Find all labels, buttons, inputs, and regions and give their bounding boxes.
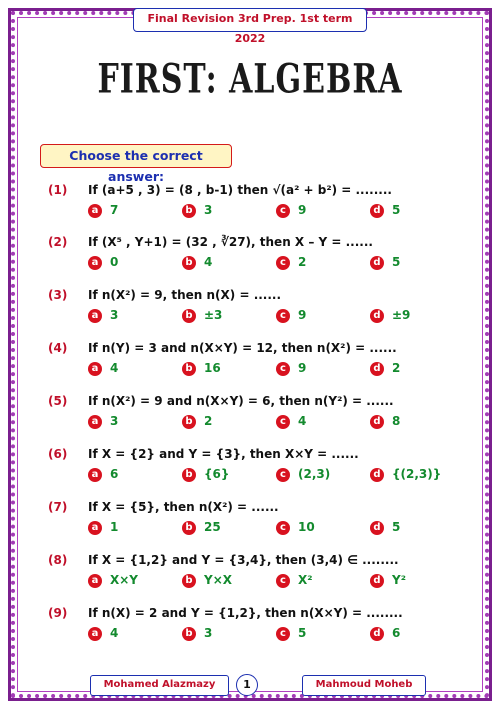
option-value: {(2,3)} — [392, 467, 442, 481]
option-value: X² — [298, 573, 313, 587]
option-value: 0 — [110, 255, 119, 269]
option-letter-badge: b — [182, 204, 196, 218]
page-title: FIRST: ALGEBRA — [97, 55, 403, 104]
option-value: 2 — [298, 255, 307, 269]
question-text: If (X⁵ , Y+1) = (32 , ∛27), then X – Y = ...... — [88, 235, 373, 249]
option-value: 3 — [204, 626, 213, 640]
question-number: (3) — [48, 288, 68, 302]
option-value: 6 — [392, 626, 401, 640]
option-letter-badge: c — [276, 204, 290, 218]
option-letter-badge: d — [370, 309, 384, 323]
option-letter-badge: b — [182, 362, 196, 376]
option-letter-badge: b — [182, 574, 196, 588]
answer-option[interactable] — [182, 626, 212, 641]
question-text: If X = {5}, then n(X²) = ...... — [88, 500, 279, 514]
option-letter-badge: b — [182, 521, 196, 535]
option-value: 2 — [392, 361, 401, 375]
option-value: 9 — [298, 203, 307, 217]
option-letter-badge: d — [370, 521, 384, 535]
option-value: 4 — [204, 255, 213, 269]
option-letter-badge: d — [370, 574, 384, 588]
option-value: 6 — [110, 467, 119, 481]
question-number: (6) — [48, 447, 68, 461]
answer-option[interactable] — [182, 573, 232, 588]
option-value: 5 — [392, 520, 401, 534]
option-letter-badge: b — [182, 468, 196, 482]
option-letter-badge: c — [276, 256, 290, 270]
option-letter-badge: d — [370, 204, 384, 218]
option-letter-badge: c — [276, 468, 290, 482]
option-value: 10 — [298, 520, 315, 534]
option-letter-badge: a — [88, 204, 102, 218]
answer-option[interactable] — [88, 308, 118, 323]
option-letter-badge: b — [182, 415, 196, 429]
answer-option[interactable] — [88, 467, 118, 482]
option-letter-badge: a — [88, 574, 102, 588]
answer-option[interactable] — [276, 255, 306, 270]
question-text: If n(X) = 2 and Y = {1,2}, then n(X×Y) = ........ — [88, 606, 403, 620]
question-number: (9) — [48, 606, 68, 620]
header-banner: Final Revision 3rd Prep. 1st term 2022 — [133, 8, 367, 32]
option-letter-badge: b — [182, 309, 196, 323]
option-letter-badge: a — [88, 468, 102, 482]
footer-author-left: Mohamed Alazmazy — [90, 675, 229, 696]
option-value: Y² — [392, 573, 406, 587]
option-letter-badge: d — [370, 415, 384, 429]
option-value: 4 — [110, 626, 119, 640]
option-letter-badge: a — [88, 627, 102, 641]
question-text: If n(Y) = 3 and n(X×Y) = 12, then n(X²) = ...... — [88, 341, 397, 355]
option-value: {6} — [204, 467, 230, 481]
answer-option[interactable] — [88, 203, 118, 218]
option-letter-badge: d — [370, 362, 384, 376]
question-number: (7) — [48, 500, 68, 514]
option-letter-badge: c — [276, 309, 290, 323]
answer-option[interactable] — [88, 414, 118, 429]
option-letter-badge: a — [88, 415, 102, 429]
answer-option[interactable] — [182, 467, 229, 482]
option-letter-badge: d — [370, 256, 384, 270]
option-value: 7 — [110, 203, 119, 217]
answer-option[interactable] — [182, 361, 221, 376]
footer-author-right: Mahmoud Moheb — [302, 675, 426, 696]
option-letter-badge: a — [88, 362, 102, 376]
option-value: 5 — [298, 626, 307, 640]
answer-option[interactable] — [370, 203, 400, 218]
answer-option[interactable] — [276, 626, 306, 641]
option-value: 8 — [392, 414, 401, 428]
option-letter-badge: d — [370, 468, 384, 482]
question-text: If X = {2} and Y = {3}, then X×Y = ...... — [88, 447, 359, 461]
option-letter-badge: c — [276, 415, 290, 429]
question-text: If n(X²) = 9, then n(X) = ...... — [88, 288, 282, 302]
option-value: 1 — [110, 520, 119, 534]
option-value: 2 — [204, 414, 213, 428]
answer-option[interactable] — [88, 255, 118, 270]
option-value: 3 — [110, 308, 119, 322]
answer-option[interactable] — [370, 573, 406, 588]
answer-option[interactable] — [276, 414, 306, 429]
option-value: 16 — [204, 361, 221, 375]
option-letter-badge: c — [276, 574, 290, 588]
answer-option[interactable] — [182, 414, 212, 429]
option-value: X×Y — [110, 573, 138, 587]
answer-option[interactable] — [370, 467, 441, 482]
page-number: 1 — [236, 674, 258, 696]
question-number: (1) — [48, 183, 68, 197]
answer-option[interactable] — [182, 308, 222, 323]
option-value: (2,3) — [298, 467, 331, 481]
option-value: ±9 — [392, 308, 411, 322]
answer-option[interactable] — [88, 626, 118, 641]
option-value: 9 — [298, 308, 307, 322]
question-number: (5) — [48, 394, 68, 408]
answer-option[interactable] — [276, 467, 330, 482]
answer-option[interactable] — [370, 308, 410, 323]
question-text: If n(X²) = 9 and n(X×Y) = 6, then n(Y²) = ...... — [88, 394, 394, 408]
option-value: 4 — [298, 414, 307, 428]
answer-option[interactable] — [370, 255, 400, 270]
option-letter-badge: b — [182, 256, 196, 270]
question-text: If (a+5 , 3) = (8 , b-1) then √(a² + b²) = ........ — [88, 183, 392, 197]
question-number: (8) — [48, 553, 68, 567]
answer-option[interactable] — [276, 361, 306, 376]
option-letter-badge: b — [182, 627, 196, 641]
option-value: ±3 — [204, 308, 223, 322]
answer-option[interactable] — [88, 573, 138, 588]
answer-option[interactable] — [370, 361, 400, 376]
option-letter-badge: c — [276, 362, 290, 376]
option-letter-badge: a — [88, 309, 102, 323]
instruction-box: Choose the correct answer: — [40, 144, 232, 168]
option-letter-badge: a — [88, 256, 102, 270]
answer-option[interactable] — [88, 361, 118, 376]
option-value: 5 — [392, 203, 401, 217]
option-letter-badge: d — [370, 627, 384, 641]
answer-option[interactable] — [182, 255, 212, 270]
option-letter-badge: c — [276, 627, 290, 641]
option-value: 9 — [298, 361, 307, 375]
answer-option[interactable] — [182, 203, 212, 218]
answer-option[interactable] — [276, 520, 315, 535]
option-value: 4 — [110, 361, 119, 375]
question-text: If X = {1,2} and Y = {3,4}, then (3,4) ∈ ........ — [88, 553, 399, 567]
question-number: (2) — [48, 235, 68, 249]
answer-option[interactable] — [276, 573, 313, 588]
option-letter-badge: c — [276, 521, 290, 535]
answer-option[interactable] — [370, 520, 400, 535]
question-number: (4) — [48, 341, 68, 355]
option-value: 3 — [110, 414, 119, 428]
answer-option[interactable] — [88, 520, 118, 535]
option-value: 3 — [204, 203, 213, 217]
option-letter-badge: a — [88, 521, 102, 535]
answer-option[interactable] — [370, 414, 400, 429]
option-value: 5 — [392, 255, 401, 269]
answer-option[interactable] — [276, 203, 306, 218]
answer-option[interactable] — [276, 308, 306, 323]
option-value: 25 — [204, 520, 221, 534]
answer-option[interactable] — [182, 520, 221, 535]
answer-option[interactable] — [370, 626, 400, 641]
option-value: Y×X — [204, 573, 232, 587]
